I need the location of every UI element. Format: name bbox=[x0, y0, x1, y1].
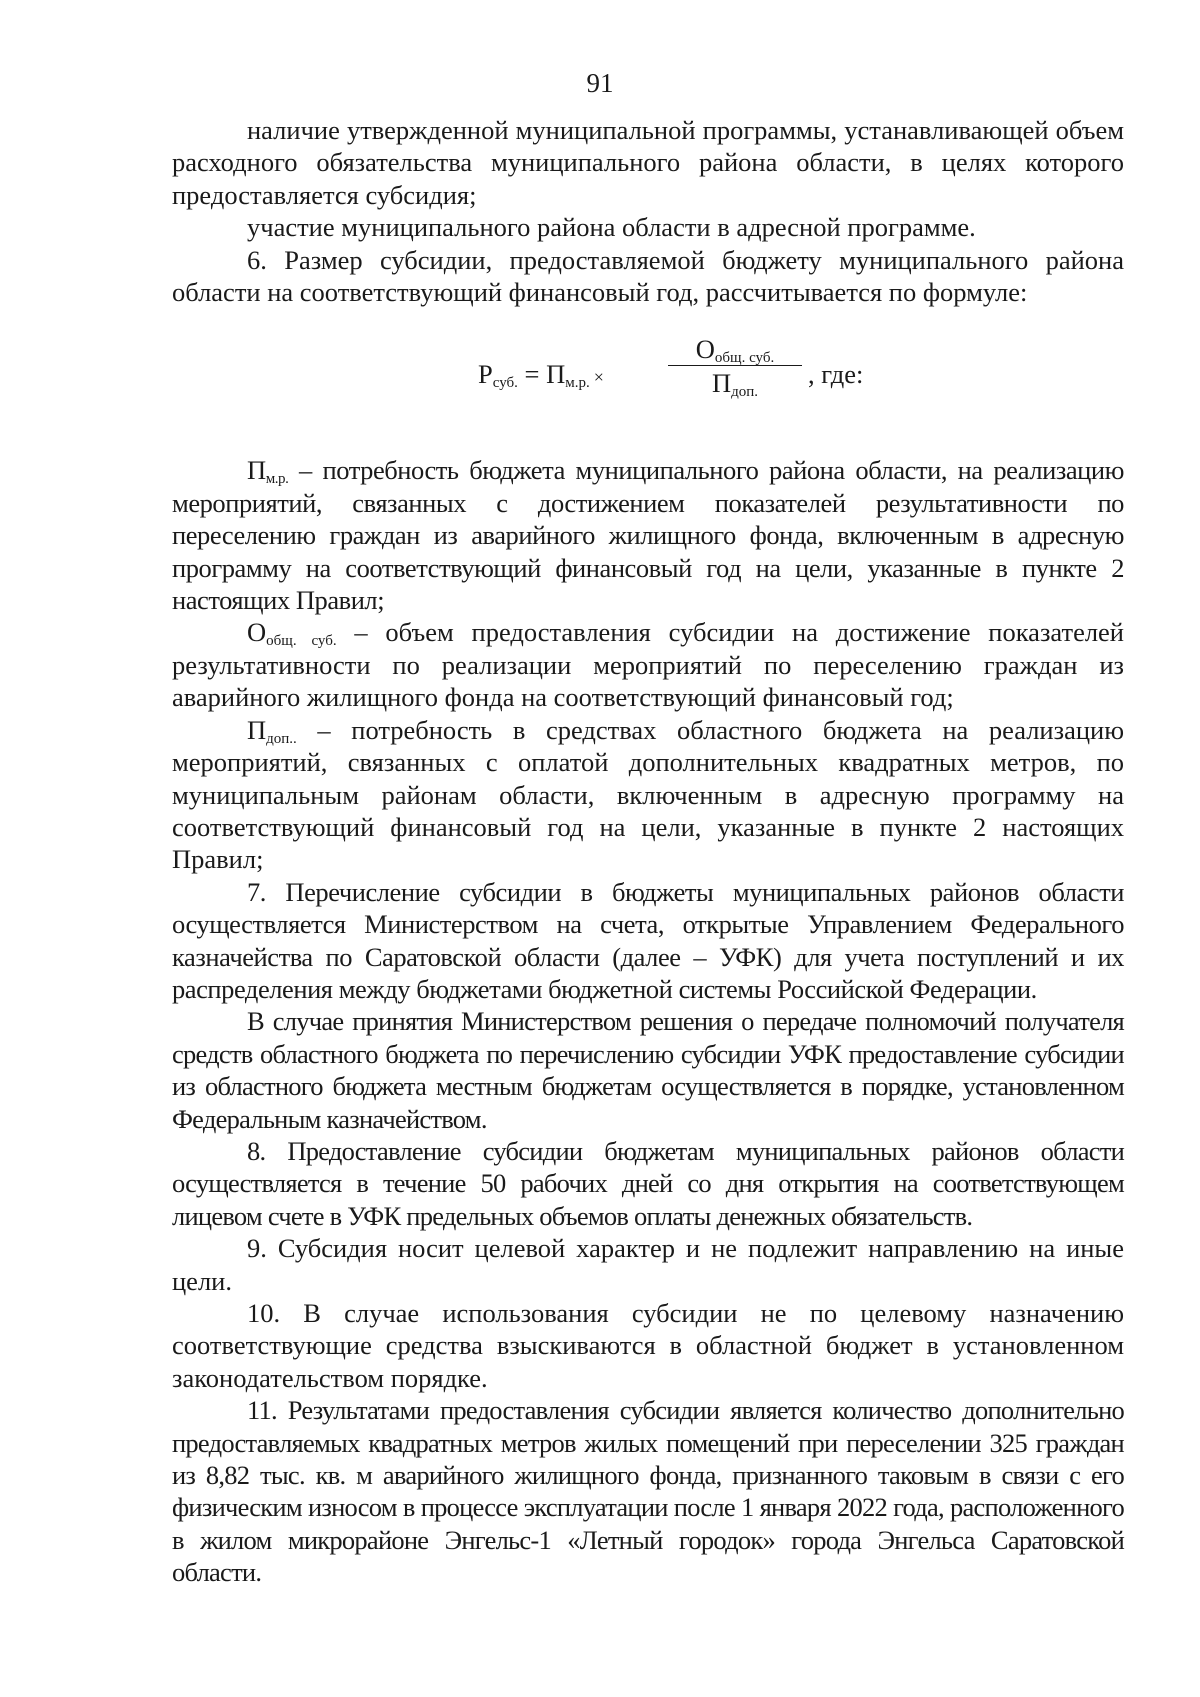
paragraph-8-provision: 8. Предоставление субсидии бюджетам муниципальных районов области осуществляется в течение 50 рабочих дней со дня открытия на соответствующем лицевом счете в УФК предельных объемов оплаты денежных обязательств. bbox=[172, 1135, 1124, 1231]
formula-den-symbol: П bbox=[711, 368, 732, 399]
definition-pdop bbox=[172, 714, 1124, 876]
paragraph-6-subsidy-size: 6. Размер субсидии, предоставляемой бюджету муниципального района области на соответствующий финансовый год, рассчитывается по формуле: bbox=[172, 244, 1124, 308]
definition-pmr bbox=[172, 454, 1124, 616]
document-body bbox=[172, 114, 1124, 1589]
paragraph-7-transfer: 7. Перечисление субсидии в бюджеты муниципальных районов области осуществляется Министерством на счета, открытые Управлением Федерального казначейства по Саратовской области (далее – УФК) для учета поступлений и их распределения между бюджетами бюджетной системы Российской Федерации. bbox=[172, 876, 1124, 1004]
paragraph-11-results: 11. Результатами предоставления субсидии является количество дополнительно предоставляемых квадратных метров жилых помещений при переселении 325 граждан из 8,82 тыс. кв. м аварийного жилищного фонда, признанного таковым в связи с его физическим износом в процессе эксплуатации после 1 января 2022 года, расположенного в жилом микрорайоне Энгельс-1 «Летный городок» города Энгельса Саратовской области. bbox=[172, 1395, 1124, 1588]
paragraph-10-misuse: 10. В случае использования субсидии не по целевому назначению соответствующие средства взыскиваются в областной бюджет в установленном законодательством порядке. bbox=[172, 1298, 1124, 1393]
definition-pdop-sub: доп.. bbox=[266, 730, 297, 747]
formula-num-symbol: О bbox=[695, 334, 715, 365]
formula-where: , где: bbox=[808, 359, 864, 390]
page-number: 91 bbox=[586, 68, 614, 98]
paragraph-7-delegation: В случае принятия Министерством решения о передаче полномочий получателя средств областного бюджета по перечислению субсидии УФК предоставление субсидии из областного бюджета местным бюджетам осуществляется в порядке, установленном Федеральным казначейством. bbox=[172, 1006, 1124, 1134]
formula-left-side bbox=[478, 358, 608, 393]
definition-oobsch-text: – объем предоставления субсидии на достижение показателей результативности по реализации мероприятий по переселению граждан из аварийного жилищного фонда на соответствующий финансовый год; bbox=[172, 617, 1124, 713]
subsidy-formula bbox=[172, 326, 1124, 436]
definition-pdop-text: – потребность в средствах областного бюджета на реализацию мероприятий, связанных с оплатой дополнительных квадратных метров, по муниципальным районам области, включенным в адресную программу на соответствующий финансовый год на цели, указанные в пункте 2 настоящих Правил; bbox=[172, 714, 1124, 875]
definition-pmr-symbol: П bbox=[247, 455, 266, 486]
formula-pmr-symbol: П bbox=[546, 359, 566, 390]
paragraph-address-program: участие муниципального района области в адресной программе. bbox=[247, 212, 976, 243]
definition-oobsch-symbol: О bbox=[247, 617, 267, 648]
formula-lhs-symbol: Р bbox=[478, 359, 493, 390]
definition-pmr-sub: м.р. bbox=[265, 471, 289, 488]
definition-oobsch bbox=[172, 616, 1124, 713]
formula-num-sub: общ. суб. bbox=[714, 350, 775, 367]
formula-denominator bbox=[664, 368, 806, 401]
formula-times: × bbox=[593, 367, 604, 388]
formula-equals: = bbox=[524, 359, 540, 390]
formula-den-sub: доп. bbox=[731, 384, 759, 401]
formula-numerator bbox=[664, 334, 806, 367]
formula-fraction bbox=[664, 334, 806, 401]
definition-oobsch-sub: общ. суб. bbox=[266, 633, 337, 650]
definition-pdop-symbol: П bbox=[247, 714, 267, 745]
formula-pmr-sub: м.р. bbox=[565, 375, 590, 392]
paragraph-municipal-program: наличие утвержденной муниципальной программы, устанавливающей объем расходного обязательства муниципального района области, в целях которого предоставляется субсидия; bbox=[172, 115, 1124, 210]
formula-lhs-sub: суб. bbox=[492, 375, 518, 392]
paragraph-9-purpose: 9. Субсидия носит целевой характер и не подлежит направлению на иные цели. bbox=[172, 1233, 1124, 1296]
definition-pmr-text: – потребность бюджета муниципального района области, на реализацию мероприятий, связанных с достижением показателей результативности по переселению граждан из аварийного жилищного фонда, включенным в адресную программу на соответствующий финансовый год на цели, указанные в пункте 2 настоящих Правил; bbox=[172, 455, 1124, 616]
